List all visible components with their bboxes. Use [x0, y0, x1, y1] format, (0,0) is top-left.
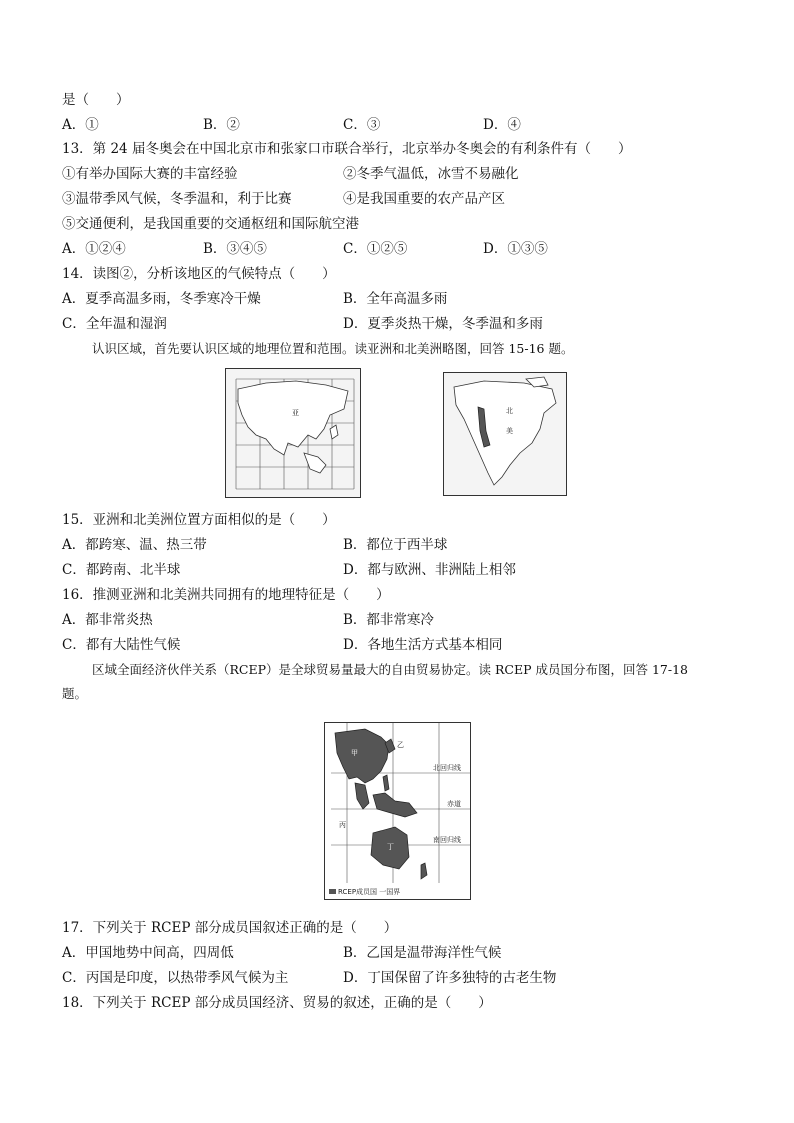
- asia-map: [225, 368, 361, 498]
- q14-option-b: B．全年高温多雨: [343, 291, 448, 307]
- q16-option-c: C．都有大陆性气候: [62, 637, 181, 653]
- q13-item-1: ①有举办国际大赛的丰富经验: [62, 166, 238, 182]
- rcep-equator: 赤道: [447, 800, 461, 808]
- q16-option-b: B．都非常寒冷: [343, 612, 434, 628]
- north-america-map: [443, 372, 567, 496]
- q13-item-3: ③温带季风气候，冬季温和，利于比赛: [62, 191, 292, 207]
- rcep-label-yi: 乙: [397, 741, 404, 749]
- rcep-tropic-north: 北回归线: [433, 764, 461, 772]
- q13-stem: 13．第 24 届冬奥会在中国北京市和张家口市联合举行，北京举办冬奥会的有利条件有（ ）: [62, 141, 632, 157]
- q17-option-c: C．丙国是印度，以热带季风气候为主: [62, 970, 289, 986]
- q17-option-a: A．甲国地势中间高，四周低: [62, 945, 234, 961]
- asia-map-label: 亚: [292, 409, 299, 417]
- na-map-label-2: 美: [506, 427, 513, 435]
- q13-option-c: C．①②⑤: [343, 241, 408, 257]
- q12-option-d: D．④: [483, 117, 521, 133]
- q15-option-b: B．都位于西半球: [343, 537, 448, 553]
- rcep-tropic-south: 南回归线: [433, 836, 461, 844]
- q14-stem: 14．读图②，分析该地区的气候特点（ ）: [62, 266, 336, 282]
- rcep-label-ding: 丁: [387, 843, 394, 851]
- q15-stem: 15．亚洲和北美洲位置方面相似的是（ ）: [62, 512, 336, 528]
- q12-stem-tail: 是（ ）: [62, 92, 130, 108]
- q13-item-2: ②冬季气温低，冰雪不易融化: [343, 166, 519, 182]
- q13-option-a: A．①②④: [62, 241, 126, 257]
- q13-item-4: ④是我国重要的农产品产区: [343, 191, 505, 207]
- q15-option-d: D．都与欧洲、非洲陆上相邻: [343, 562, 516, 578]
- q14-option-d: D．夏季炎热干燥，冬季温和多雨: [343, 316, 543, 332]
- intro-17-18-line2: 题。: [62, 686, 88, 701]
- na-map-label-1: 北: [506, 407, 513, 415]
- rcep-legend-swatch: [329, 889, 336, 894]
- q12-option-a: A．①: [62, 117, 99, 133]
- q17-option-d: D．丁国保留了许多独特的古老生物: [343, 970, 557, 986]
- rcep-label-jia: 甲: [351, 749, 358, 757]
- q16-option-a: A．都非常炎热: [62, 612, 153, 628]
- q12-option-c: C．③: [343, 117, 381, 133]
- intro-17-18-line1: 区域全面经济伙伴关系（RCEP）是全球贸易量最大的自由贸易协定。读 RCEP 成员国分布图，回答 17-18: [92, 662, 688, 677]
- q14-option-a: A．夏季高温多雨，冬季寒冷干燥: [62, 291, 261, 307]
- q17-option-b: B．乙国是温带海洋性气候: [343, 945, 502, 961]
- q16-option-d: D．各地生活方式基本相同: [343, 637, 503, 653]
- rcep-label-bing: 丙: [339, 821, 346, 829]
- q16-stem: 16．推测亚洲和北美洲共同拥有的地理特征是（ ）: [62, 587, 390, 603]
- q13-option-d: D．①③⑤: [483, 241, 548, 257]
- q17-stem: 17．下列关于 RCEP 部分成员国叙述正确的是（ ）: [62, 920, 398, 936]
- q15-option-a: A．都跨寒、温、热三带: [62, 537, 207, 553]
- rcep-legend: RCEP成员国 一国界: [338, 888, 401, 896]
- q13-item-5: ⑤交通便利，是我国重要的交通枢纽和国际航空港: [62, 216, 359, 232]
- q12-option-b: B．②: [203, 117, 240, 133]
- q15-option-c: C．都跨南、北半球: [62, 562, 181, 578]
- q18-stem: 18．下列关于 RCEP 部分成员国经济、贸易的叙述，正确的是（ ）: [62, 995, 492, 1011]
- rcep-map: [324, 722, 471, 900]
- q13-option-b: B．③④⑤: [203, 241, 267, 257]
- q14-option-c: C．全年温和湿润: [62, 316, 167, 332]
- intro-15-16: 认识区域，首先要认识区域的地理位置和范围。读亚洲和北美洲略图，回答 15-16 题。: [92, 341, 574, 356]
